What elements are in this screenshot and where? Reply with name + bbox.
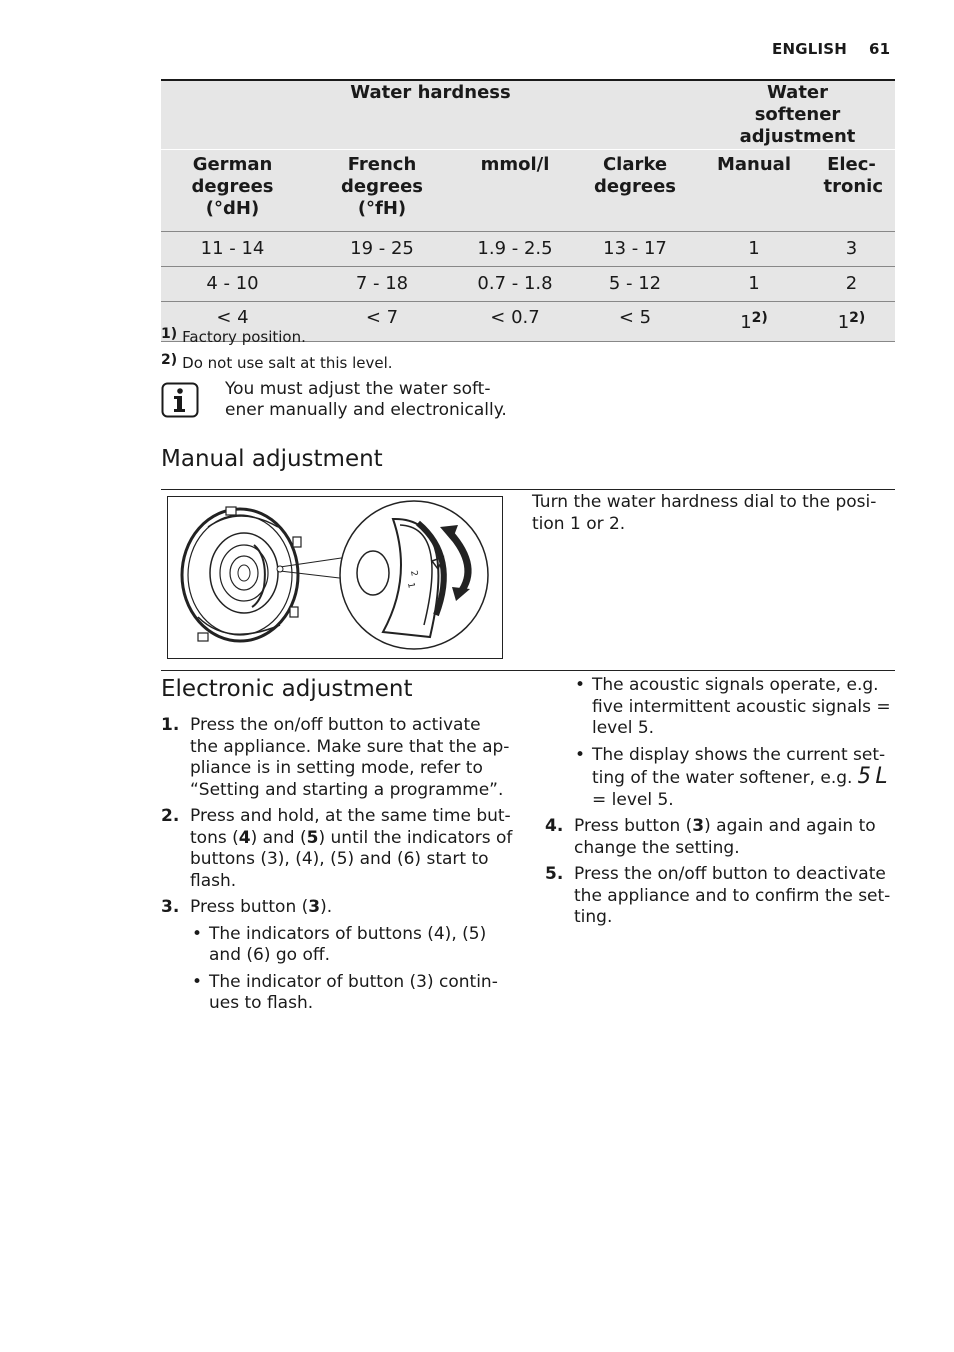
step-number: 1. xyxy=(161,715,180,735)
bullet-line: = level 5. xyxy=(592,789,674,810)
step-5 xyxy=(545,864,903,929)
table-cell: 7 - 18 xyxy=(304,267,460,302)
step-number: 3. xyxy=(161,897,180,917)
electronic-steps-right xyxy=(545,675,903,934)
step-line: “Setting and starting a programme”. xyxy=(190,779,504,800)
manual-instruction xyxy=(532,491,876,535)
table-cell: 1.9 - 2.5 xyxy=(460,232,570,267)
table-cell: < 5 xyxy=(570,302,700,342)
electronic-steps-left xyxy=(161,715,521,1020)
step-2 xyxy=(161,806,521,892)
step-1 xyxy=(161,715,521,801)
step-line: the appliance and to confirm the set- xyxy=(574,885,891,906)
info-note-text xyxy=(225,379,507,421)
bullet-line: ting of the water softener, e.g. 5L xyxy=(592,764,893,789)
footnote-2 xyxy=(161,352,393,372)
footnote-1 xyxy=(161,326,306,346)
step-line: pliance is in setting mode, refer to xyxy=(190,758,483,778)
step-3-bullets xyxy=(190,924,521,1015)
footnote-mark: 2) xyxy=(161,352,178,368)
table-cell xyxy=(808,302,895,342)
table-cell: 19 - 25 xyxy=(304,232,460,267)
button-ref: 3 xyxy=(308,897,321,917)
table-cell: 4 - 10 xyxy=(161,267,304,302)
table-cell: 11 - 14 xyxy=(161,232,304,267)
table-column-header-row xyxy=(161,150,895,232)
step-line: Press button (3). xyxy=(190,897,333,917)
step-3 xyxy=(161,897,521,1015)
step-line: the appliance. Make sure that the ap- xyxy=(190,736,510,757)
footnote-mark: 2) xyxy=(849,310,866,326)
bullet-icon: • xyxy=(575,675,586,695)
col-mmol: mmol/l xyxy=(460,150,570,232)
page-number: 61 xyxy=(869,40,891,58)
list-item xyxy=(573,675,903,740)
dial-label-2: 2 xyxy=(408,569,419,578)
button-ref: 3 xyxy=(692,816,705,836)
col-manual: Manual xyxy=(700,150,808,232)
divider xyxy=(161,489,895,490)
step-line: buttons (3), (4), (5) and (6) start to xyxy=(190,849,489,869)
table-group-header-row xyxy=(161,80,895,150)
footnote-mark: 1) xyxy=(161,326,178,342)
bullet-icon: • xyxy=(192,971,203,992)
header-water-hardness: Water hardness xyxy=(161,80,700,150)
step-line: Press button (3) again and again to xyxy=(574,816,876,836)
header-water-softener-adjustment: Water softener adjustment xyxy=(700,80,895,150)
col-electronic: Elec- tronic xyxy=(808,150,895,232)
col-german-degrees: German degrees (°dH) xyxy=(161,150,304,232)
divider xyxy=(161,670,895,671)
table-cell xyxy=(700,302,808,342)
bullet-line: The acoustic signals operate, e.g. xyxy=(592,675,879,695)
col-clarke-degrees: Clarke degrees xyxy=(570,150,700,232)
table-cell: 1 xyxy=(700,267,808,302)
step-number: 5. xyxy=(545,864,564,884)
table-cell: < 4 xyxy=(161,302,304,342)
footnote-mark: 2) xyxy=(751,310,768,326)
bullet-icon: • xyxy=(575,744,586,765)
info-note-line: ener manually and electronically. xyxy=(225,400,507,420)
step-line: tons (4) and (5) until the indicators of xyxy=(190,827,513,848)
display-example: 5L xyxy=(857,764,893,789)
step-line: Press and hold, at the same time but- xyxy=(190,806,511,826)
water-hardness-dial-illustration xyxy=(167,496,503,659)
step-line: change the setting. xyxy=(574,837,740,858)
manual-instruction-line: Turn the water hardness dial to the posi- xyxy=(532,492,877,512)
table-cell: 0.7 - 1.8 xyxy=(460,267,570,302)
bullet-line: level 5. xyxy=(592,718,655,738)
list-item xyxy=(573,745,903,812)
bullet-line: The display shows the current set- xyxy=(592,744,886,765)
button-ref: 5 xyxy=(306,827,319,848)
table-row xyxy=(161,232,895,267)
step-line: ting. xyxy=(574,907,613,927)
button-ref: 4 xyxy=(238,827,251,848)
language-label: ENGLISH xyxy=(772,40,848,58)
col-french-degrees: French degrees (°fH) xyxy=(304,150,460,232)
bullet-line: The indicators of buttons (4), (5) xyxy=(209,923,487,944)
table-cell: 2 xyxy=(808,267,895,302)
info-icon xyxy=(161,382,199,418)
table-cell: 13 - 17 xyxy=(570,232,700,267)
right-steps xyxy=(545,816,903,929)
bullet-icon: • xyxy=(192,923,203,944)
section-title-manual: Manual adjustment xyxy=(161,446,383,472)
table-cell: 3 xyxy=(808,232,895,267)
list-item xyxy=(190,924,521,967)
cell-value: 1 xyxy=(837,312,850,333)
step-number: 4. xyxy=(545,816,564,836)
step-4 xyxy=(545,816,903,859)
bullet-line: ues to flash. xyxy=(209,993,314,1013)
manual-instruction-line: tion 1 or 2. xyxy=(532,514,626,534)
table-cell: 5 - 12 xyxy=(570,267,700,302)
step-line: Press the on/off button to activate xyxy=(190,715,481,735)
bullet-line: The indicator of button (3) contin- xyxy=(209,971,498,992)
footnote-text: Do not use salt at this level. xyxy=(182,354,393,372)
step-number: 2. xyxy=(161,806,180,826)
info-note-line: You must adjust the water soft- xyxy=(225,379,491,399)
dial-label-1: 1 xyxy=(405,581,416,590)
table-cell: < 7 xyxy=(304,302,460,342)
list-item xyxy=(190,972,521,1015)
bullet-line: and (6) go off. xyxy=(209,945,330,965)
step-line: Press the on/off button to deactivate xyxy=(574,864,886,884)
table-cell: 1 xyxy=(700,232,808,267)
footnote-text: Factory position. xyxy=(182,328,306,346)
cell-value: 1 xyxy=(740,312,752,333)
table-row xyxy=(161,267,895,302)
section-title-electronic: Electronic adjustment xyxy=(161,676,413,702)
table-cell: < 0.7 xyxy=(460,302,570,342)
water-hardness-table xyxy=(161,79,895,342)
bullet-line: five intermittent acoustic signals = xyxy=(592,696,891,717)
step-line: flash. xyxy=(190,870,237,891)
